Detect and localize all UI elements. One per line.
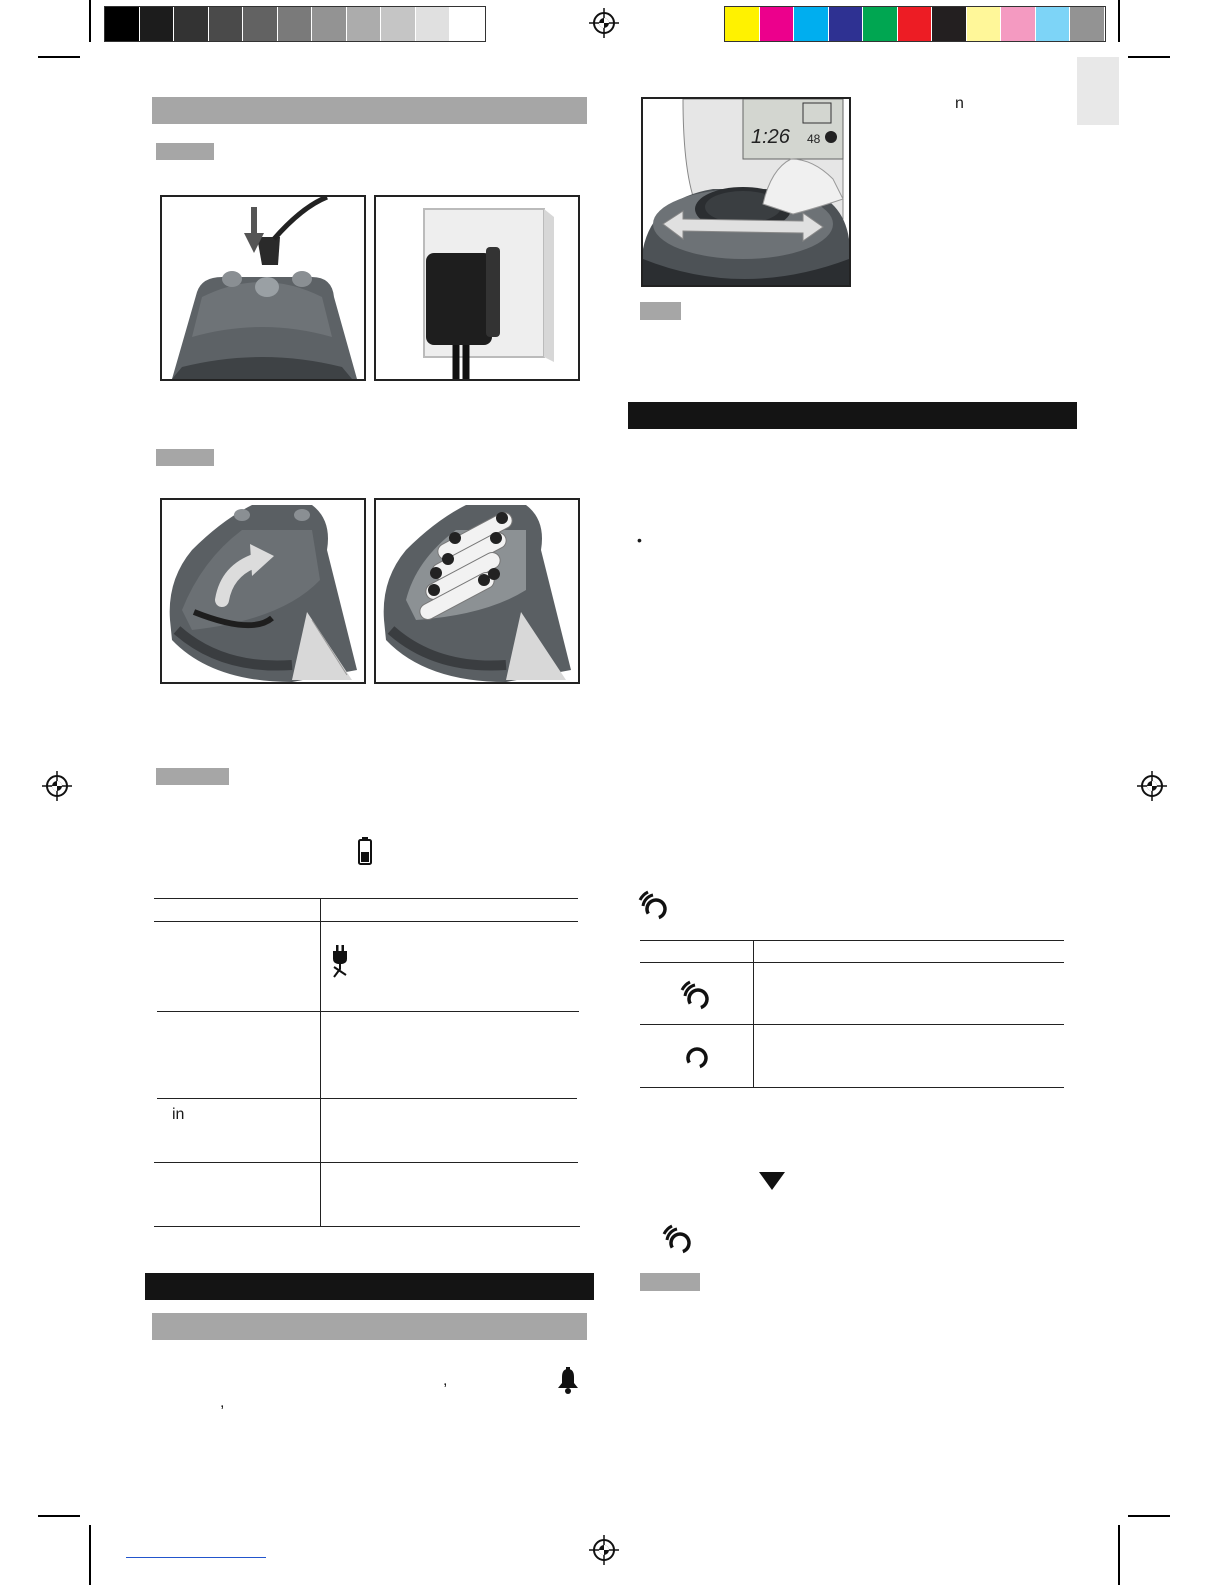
color-swatch: [725, 7, 759, 41]
color-swatch: [1036, 7, 1070, 41]
color-swatch: [829, 7, 863, 41]
table-top-rule: [640, 940, 1064, 941]
table-bottom-rule: [154, 1226, 580, 1227]
bottom-rule: [126, 1557, 266, 1558]
color-swatch: [794, 7, 828, 41]
battery-low-icon: [357, 836, 373, 866]
note-tag: [640, 1273, 700, 1291]
table-row-rule: [157, 1011, 579, 1012]
figure-connect-adapter: [160, 195, 366, 381]
process-color-bar: [724, 6, 1106, 42]
figure-batteries-inserted: [374, 498, 580, 684]
figure-battery-cover: [160, 498, 366, 684]
crop-mark: [1128, 1515, 1170, 1517]
registration-mark-icon: [1137, 771, 1167, 801]
crop-mark: [38, 1515, 80, 1517]
color-swatch: [278, 7, 312, 41]
signal-weak-icon: [682, 1042, 712, 1072]
table-top-rule: [154, 898, 578, 899]
color-swatch: [1001, 7, 1035, 41]
color-swatch: [243, 7, 277, 41]
table-column-divider: [320, 898, 321, 1226]
table-cell-fragment: in: [172, 1106, 185, 1123]
punctuation-fragment: ,: [220, 1394, 225, 1411]
color-swatch: [140, 7, 174, 41]
lcd-seconds: 48: [807, 132, 821, 146]
crop-mark: [1118, 1525, 1120, 1585]
step-tag: [156, 449, 214, 466]
step-tag: [156, 143, 214, 160]
heading-fragment: n: [955, 95, 964, 112]
lcd-time: 1:26: [751, 126, 790, 148]
figure-rotate-dial: [641, 97, 851, 287]
table-header-rule: [640, 962, 1064, 963]
section-title-bar: [145, 1273, 594, 1300]
alarm-bell-icon: [555, 1367, 581, 1395]
section-header-bar: [152, 97, 587, 124]
color-swatch: [416, 7, 450, 41]
table-column-divider: [753, 940, 754, 1088]
crop-mark: [89, 0, 91, 42]
grayscale-bar: [104, 6, 486, 42]
color-swatch: [863, 7, 897, 41]
color-swatch: [209, 7, 243, 41]
punctuation-fragment: ,: [443, 1372, 448, 1389]
signal-strong-icon: [680, 980, 714, 1014]
color-swatch: [450, 7, 484, 41]
color-swatch: [967, 7, 1001, 41]
crop-mark: [89, 1525, 91, 1585]
crop-mark: [1118, 0, 1120, 42]
registration-mark-icon: [589, 1535, 619, 1565]
section-title-bar: [628, 402, 1077, 429]
registration-mark-icon: [589, 8, 619, 38]
subsection-header-bar: [152, 1313, 587, 1340]
table-row-rule: [154, 1162, 578, 1163]
language-tab: [1077, 57, 1119, 125]
table-header-rule: [154, 921, 578, 922]
down-triangle-icon: [758, 1171, 786, 1191]
color-swatch: [932, 7, 966, 41]
crop-mark: [1128, 56, 1170, 58]
registration-mark-icon: [42, 771, 72, 801]
note-tag: [640, 302, 681, 320]
bullet: •: [637, 532, 642, 548]
color-swatch: [312, 7, 346, 41]
signal-strong-icon: [638, 890, 672, 924]
table-row-rule: [640, 1024, 1064, 1025]
table-row-rule: [157, 1098, 577, 1099]
color-swatch: [898, 7, 932, 41]
color-swatch: [105, 7, 139, 41]
figure-wall-socket: [374, 195, 580, 381]
table-bottom-rule: [640, 1087, 1064, 1088]
unplugged-adapter-icon: [330, 945, 350, 979]
signal-strong-icon: [662, 1224, 696, 1258]
color-swatch: [347, 7, 381, 41]
color-swatch: [174, 7, 208, 41]
color-swatch: [1070, 7, 1104, 41]
crop-mark: [38, 56, 80, 58]
color-swatch: [760, 7, 794, 41]
color-swatch: [381, 7, 415, 41]
note-tag: [156, 768, 229, 785]
